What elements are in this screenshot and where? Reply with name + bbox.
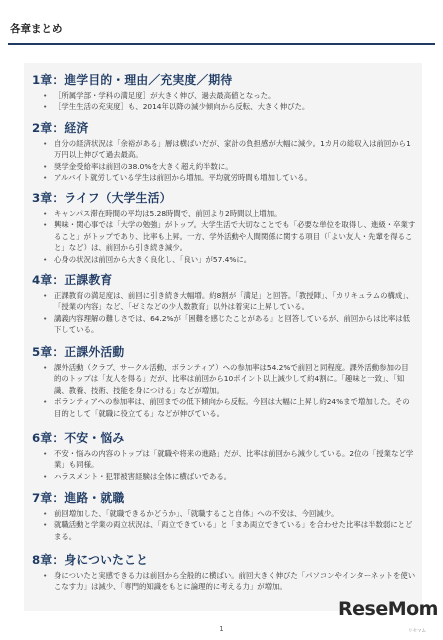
page-number: 1 <box>219 625 224 633</box>
section-chapter-3 <box>32 191 416 265</box>
summary-panel <box>24 63 422 611</box>
section-heading: 5章：正課外活動 <box>32 345 125 359</box>
list-item: • ［所属学部・学科の満足度］が大きく伸び、過去最高値となった。 <box>32 90 416 101</box>
list-item: • 奨学金受給率は前回の38.0%を大きく超え約半数に。 <box>32 161 416 172</box>
section-chapter-7 <box>32 491 416 542</box>
section-list <box>32 448 416 482</box>
list-item: • 身についたと実感できる力は前回から全般的に横ばい。前回大きく伸びた「パソコンやインターネットを使いこなす力」は減少、「専門的知識をもとに論理的に考える力」が増加。 <box>32 570 416 593</box>
section-list <box>32 362 416 419</box>
section-list <box>32 208 416 265</box>
list-item: • 講義内容理解の難しさでは、64.2%が「困難を感じたことがある」と回答しているが、前回からは比率は低下している。 <box>32 313 416 336</box>
list-item: • アルバイト就労している学生は前回から増加。平均就労時間も増加している。 <box>32 172 416 183</box>
logo: ReseMom <box>338 598 438 620</box>
section-list <box>32 138 416 184</box>
section-chapter-8 <box>32 553 416 593</box>
list-item: • 正課教育の満足度は、前回に引き続き大幅増。約8割が「満足」と回答。「教授陣」、「カリキュラムの構成」、「授業の内容」など、「ゼミなどの少人数教育」以外は着実に上昇している。 <box>32 290 416 313</box>
list-item: • キャンパス滞在時間の平均は5.28時間で、前回より2時間以上増加。 <box>32 208 416 219</box>
section-heading: 6章：不安・悩み <box>32 431 125 445</box>
list-item: • 不安・悩みの内容のトップは「就職や将来の進路」だが、比率は前回から減少している。2位の「授業など学業」も同様。 <box>32 448 416 471</box>
list-item: • ［学生生活の充実度］も、2014年以降の減少傾向から反転、大きく伸びた。 <box>32 101 416 112</box>
section-heading: 8章：身についたこと <box>32 553 149 567</box>
list-item: • 就職活動と学業の両立状況は、「両立できている」と「まあ両立できている」を合わせた比率は半数弱にとどまる。 <box>32 519 416 542</box>
section-chapter-2 <box>32 121 416 184</box>
section-chapter-4 <box>32 273 416 336</box>
section-chapter-6 <box>32 431 416 482</box>
section-heading: 7章：進路・就職 <box>32 491 125 505</box>
section-list <box>32 570 416 593</box>
section-list <box>32 90 416 113</box>
list-item: • ハラスメント・犯罪被害経験は全体に横ばいである。 <box>32 471 416 482</box>
logo-subtext: リセマム <box>408 629 426 634</box>
section-heading: 3章：ライフ（大学生活） <box>32 191 172 205</box>
list-item: • ボランティアへの参加率は、前回までの低下傾向から反転。今回は大幅に上昇し約24%まで増加した。その目的として「就職に役立てる」などが伸びている。 <box>32 396 416 419</box>
list-item: • 興味・関心事では「大学の勉強」がトップ。大学生活で大切なことでも「必要な単位を取得し、進級・卒業すること」がトップであり、比率も上昇。一方、学外活動や人間関係に関する項目（「よい友人・先輩を得ること」など）は、前回から引き続き減少。 <box>32 219 416 253</box>
section-heading: 4章：正課教育 <box>32 273 113 287</box>
section-list <box>32 290 416 336</box>
list-item: • 自分の経済状況は「余裕がある」層は横ばいだが、家計の負担感が大幅に減少。1カ月の総収入は前回から1万円以上伸びて過去最高。 <box>32 138 416 161</box>
section-heading: 2章：経済 <box>32 121 89 135</box>
list-item: • 心身の状況は前回から大きく良化し、「良い」が57.4%に。 <box>32 254 416 265</box>
title-divider <box>8 43 435 45</box>
section-list <box>32 508 416 542</box>
page-title: 各章まとめ <box>10 23 63 35</box>
section-heading: 1章：進学目的・理由／充実度／期待 <box>32 73 233 87</box>
section-chapter-5 <box>32 345 416 419</box>
list-item: • 課外活動（クラブ、サークル活動、ボランティア）への参加率は54.2%で前回と同程度。課外活動参加の目的のトップは「友人を得る」だが、比率は前回から10ポイント以上減少して約4割に。「趣味と一致」、「知識、教養、技術、技能を身につける」などが増加。 <box>32 362 416 396</box>
section-chapter-1 <box>32 73 416 113</box>
list-item: • 前回増加した、「就職できるかどうか」、「就職すること自体」への不安は、今回減少。 <box>32 508 416 519</box>
